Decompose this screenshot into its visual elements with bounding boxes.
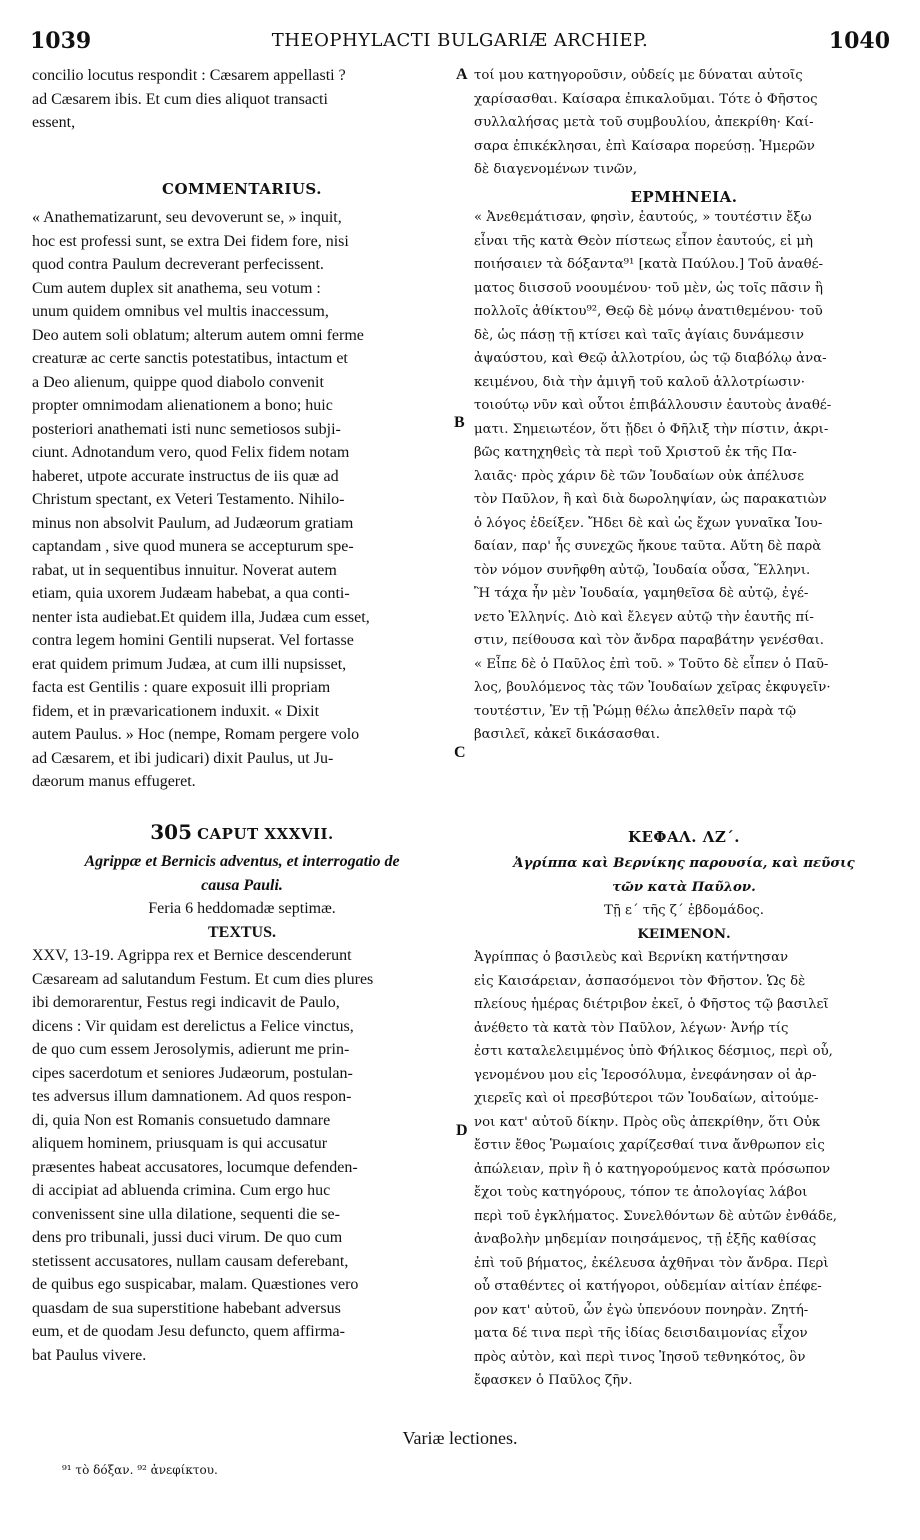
text-line: erat quidem primum Judæa, at cum illi nupsisset,: [32, 655, 347, 673]
text-line: bat Paulus vivere.: [32, 1346, 147, 1364]
hermeneia-heading: ΕΡΜΗΝΕΙΑ.: [630, 188, 738, 206]
text-line: πολλοῖς ἀθίκτου⁹², Θεῷ δὲ μόνῳ ἀνατιθεμένου· τοῦ: [474, 304, 823, 319]
text-line: περὶ τοῦ ἐγκλήματος. Συνελθόντων δὲ αὐτῶν ἐνθάδε,: [474, 1208, 837, 1224]
text-line: ποιήσαιεν τὰ δόξαντα⁹¹ [κατὰ Παύλου.] Τοῦ ἀναθέ-: [474, 257, 824, 272]
text-line: rabat, ut in sequentibus innuitur. Noverat autem: [32, 561, 337, 579]
commentary-heading: COMMENTARIUS.: [162, 180, 322, 198]
text-line: ἔχοι τοὺς κατηγόρους, τόπον τε ἀπολογίας λάβοι: [474, 1185, 808, 1200]
text-line: τῶν κατὰ Παῦλον.: [612, 879, 756, 895]
right-page-number: 1040: [828, 28, 890, 54]
text-line: etiam, quia uxorem Judæam habebat, a qua conti-: [32, 585, 350, 602]
text-line: πλείους ἡμέρας διέτριβον ἐκεῖ, ὁ Φῆστος τῷ βασιλεῖ: [474, 997, 829, 1012]
text-line: δὲ διαγενομένων τινῶν,: [474, 162, 638, 177]
text-line: νοι κατ' αὐτοῦ δίκην. Πρὸς οὓς ἀπεκρίθην, ὅτι Οὐκ: [474, 1114, 821, 1130]
chapter-title: CAPUT XXXVII.: [197, 825, 334, 843]
text-line: di, quia Non est Romanis consuetudo damnare: [32, 1111, 331, 1129]
running-title: THEOPHYLACTI BULGARIÆ ARCHIEP.: [271, 30, 649, 51]
text-line: ad Cæsarem, et ibi judicari) dixit Paulus, ut Ju-: [32, 749, 334, 767]
feria-line: Feria 6 heddomadæ septimæ.: [148, 900, 336, 917]
footnotes: ⁹¹ τὸ δόξαν. ⁹² ἀνεφίκτου.: [62, 1463, 218, 1477]
right-column-intro: [474, 64, 894, 182]
text-line: concilio locutus respondit : Cæsarem appellasti ?: [32, 67, 346, 84]
margin-letter-d: D: [456, 1122, 468, 1139]
text-line: βῶς κατηχηθεὶς τὰ περὶ τοῦ Χριστοῦ ἐκ τῆς Πα-: [474, 445, 797, 460]
right-textus: [474, 946, 894, 1393]
text-line: facta est Gentilis : quare exposuit illi propriam: [32, 679, 331, 696]
text-line: ἀπώλειαν, πρὶν ἢ ὁ κατηγορούμενος κατὰ πρόσωπον: [474, 1161, 831, 1177]
text-line: ἐπὶ τοῦ βήματος, ἐκέλευσα ἀχθῆναι τὸν ἄνδρα. Περὶ: [474, 1255, 829, 1271]
text-line: tes adversus illum damnationem. Ad quos respon-: [32, 1088, 352, 1105]
text-line: ματος διισσοῦ νοουμένου· τοῦ μὲν, ὡς τοῖς πᾶσιν ἢ: [474, 280, 823, 296]
text-line: præsentes habeat accusatores, locumque defenden-: [32, 1158, 358, 1176]
text-line: εἰς Καισάρειαν, ἀσπασόμενοι τὸν Φῆστον. Ὡς δὲ: [474, 973, 806, 989]
text-line: στιν, πείθουσα καὶ τὸν ἄνδρα παραβάτην γενέσθαι.: [474, 633, 825, 648]
chapter-heading-left: [32, 820, 452, 844]
text-line: posteriori anathemati isti nunc semetiosos subji-: [32, 420, 341, 438]
text-line: Cæsaream ad salutandum Festum. Et cum dies plures: [32, 970, 374, 988]
text-line: ματα δέ τινα περὶ τῆς ἰδίας δεισιδαιμονίας εἶχον: [474, 1326, 808, 1341]
text-line: λος, βουλόμενος τὰς τῶν Ἰουδαίων χεῖρας ἐκφυγεῖν·: [474, 680, 831, 695]
text-line: nenter ista audiebat.Et quidem illa, Judæa cum esset,: [32, 608, 370, 626]
text-line: « Εἶπε δὲ ὁ Παῦλος ἐπὶ τοῦ. » Τοῦτο δὲ εἶπεν ὁ Παῦ-: [474, 656, 829, 672]
text-line: ματι. Σημειωτέον, ὅτι ᾔδει ὁ Φῆλιξ τὴν πίστιν, ἀκρι-: [474, 421, 829, 437]
feria-line: Τῇ ε΄ τῆς ζ΄ ἑβδομάδος.: [603, 903, 765, 918]
text-line: ἔστιν ἔθος Ῥωμαίοις χαρίζεσθαί τινα ἄνθρωπον εἰς: [474, 1138, 825, 1153]
margin-letter-c: C: [454, 744, 466, 761]
text-line: dicens : Vir quidam est derelictus a Felice vinctus,: [32, 1017, 354, 1035]
chapter-subtitle-left: [32, 850, 452, 944]
text-line: ρον κατ' αὐτοῦ, ὧν ἐγὼ ὑπενόουν πονηρὰν. Ζητή-: [474, 1302, 809, 1318]
text-line: a Deo alienum, quippe quod diabolo convenit: [32, 373, 324, 391]
text-line: εἶναι τῆς κατὰ Θεὸν πίστεως εἶπον ἑαυτούς, εἰ μὴ: [474, 233, 813, 249]
text-line: cipes sacerdotum et seniores Judæorum, postulan-: [32, 1064, 353, 1082]
text-line: de quo cum essem Jerosolymis, adierunt me prin-: [32, 1041, 350, 1058]
text-line: quasdam de sua superstitione habebant adversus: [32, 1299, 341, 1317]
page-header: [30, 28, 890, 58]
margin-letter-b: B: [454, 414, 465, 431]
text-line: eum, et de quodam Jesu defuncto, quem affirma-: [32, 1323, 345, 1340]
text-line: haberet, utpote accurate instructus de iis quæ ad: [32, 467, 339, 485]
text-line: ἀναβολὴν μηδεμίαν ποιησάμενος, τῇ ἑξῆς καθίσας: [474, 1232, 817, 1247]
text-line: ἀψαύστου, καὶ Θεῷ ἀλλοτρίου, ὡς τῷ διαβόλῳ ἀνα-: [474, 351, 827, 366]
text-line: δὲ, ὡς πάσῃ τῇ κτίσει καὶ ταῖς ἁγίαις δυνάμεσιν: [474, 327, 804, 343]
chapter-subtitle-right: [474, 852, 894, 946]
text-line: di accipiat ad abluenda crimina. Cum ergo huc: [32, 1182, 331, 1199]
text-line: ἀνέθετο τὰ κατὰ τὸν Παῦλον, λέγων· Ἀνήρ τίς: [474, 1020, 789, 1036]
text-line: νετο Ἑλληνίς. Διὸ καὶ ἔλεγεν αὐτῷ τὴν ἑαυτῆς πί-: [474, 609, 814, 625]
text-line: χιερεῖς καὶ οἱ πρεσβύτεροι τῶν Ἰουδαίων, αἰτούμε-: [474, 1091, 819, 1106]
text-line: τουτέστιν, Ἐν τῇ Ῥώμῃ θέλω ἀπελθεῖν παρὰ τῷ: [474, 703, 797, 719]
text-line: χαρίσασθαι. Καίσαρα ἐπικαλοῦμαι. Τότε ὁ Φῆστος: [474, 91, 818, 107]
keimenon-heading: ΚΕΙΜΕΝΟΝ.: [637, 926, 731, 942]
text-line: ἔφασκεν ὁ Παῦλος ζῆν.: [474, 1373, 633, 1388]
text-line: γενομένου μου εἰς Ἱεροσόλυμα, ἐνεφάνησαν οἱ ἀρ-: [474, 1067, 817, 1083]
variae-lectiones-heading: Variæ lectiones.: [402, 1428, 518, 1448]
text-line: ibi demorarentur, Festus regi indicavit de Paulo,: [32, 994, 340, 1011]
text-line: de quibus ego suspicabar, malam. Quæstiones vero: [32, 1276, 359, 1293]
text-line: stetissent accusatores, nullam causam deferebant,: [32, 1252, 349, 1270]
text-line: convenissent sine ulla dilatione, sequenti die se-: [32, 1205, 340, 1223]
text-line: Cum autem duplex sit anathema, seu votum :: [32, 279, 321, 297]
left-page-number: 1039: [30, 28, 92, 54]
text-line: Ἢ τάχα ἦν μὲν Ἰουδαία, γαμηθεῖσα δὲ αὐτῷ, ἐγέ-: [474, 586, 809, 601]
text-line: « Ἀνεθεμάτισαν, φησὶν, ἑαυτούς, » τουτέστιν ἔξω: [474, 210, 812, 225]
text-line: λαιᾶς· πρὸς χάριν δὲ τῶν Ἰουδαίων οὐκ ἀπέλυσε: [474, 468, 805, 484]
text-line: Agrippæ et Bernicis adventus, et interrogatio de: [84, 853, 400, 870]
text-line: βασιλεῖ, κἀκεῖ δικάσασθαι.: [474, 727, 660, 742]
text-line: XXV, 13-19. Agrippa rex et Bernice descenderunt: [32, 947, 352, 964]
right-commentary: [474, 206, 894, 747]
text-line: captandam , sive quod munera se accepturum spe-: [32, 538, 354, 555]
text-line: ὁ λόγος ἐδείξεν. Ἤδει δὲ καὶ ὡς ἔχων γυναῖκα Ἰου-: [474, 515, 823, 531]
text-line: πρὸς αὐτὸν, καὶ περὶ τινος Ἰησοῦ τεθνηκότος, ὃν: [474, 1349, 806, 1365]
text-line: aliquem hominem, priusquam is qui accusatur: [32, 1135, 328, 1152]
left-textus: [32, 944, 452, 1367]
text-line: fidem, et in prævaricationem induxit. « Dixit: [32, 702, 320, 720]
text-line: τὸν Παῦλον, ἢ καὶ διὰ δωροληψίαν, ὡς παρακατιὼν: [474, 492, 827, 507]
text-line: essent,: [32, 114, 76, 131]
left-column-intro: [32, 64, 452, 135]
text-line: Deo autem soli oblatum; alterum autem omni ferme: [32, 326, 364, 344]
text-line: δαίαν, παρ' ἧς συνεχῶς ἤκουε ταῦτα. Αὕτη δὲ παρὰ: [474, 539, 822, 554]
text-line: Christum spectant, ex Veteri Testamento. Nihilo-: [32, 491, 345, 508]
text-line: causa Pauli.: [201, 876, 283, 894]
text-line: τοί μου κατηγοροῦσιν, οὐδείς με δύναται αὐτοῖς: [474, 68, 803, 83]
text-line: « Anathematizarunt, seu devoverunt se, » inquit,: [32, 209, 342, 226]
text-line: unum quidem omnibus vel multis inaccessum,: [32, 303, 329, 320]
text-line: κειμένου, διὰ τὴν ἀμιγῆ τοῦ καλοῦ ἀλλοτρίωσιν·: [474, 374, 805, 390]
text-line: contra legem homini Gentili nupserat. Vel fortasse: [32, 632, 354, 649]
text-line: ἐστι καταλελειμμένος ὑπὸ Φήλικος δέσμιος, περὶ οὗ,: [474, 1044, 833, 1059]
text-line: minus non absolvit Paulum, ad Judæorum gratiam: [32, 514, 354, 532]
text-line: Ἀγρίππας ὁ βασιλεὺς καὶ Βερνίκη κατήντησαν: [474, 950, 789, 965]
text-line: σαρα ἐπικέκλησαι, ἐπὶ Καίσαρα πορεύσῃ. Ἡμερῶν: [474, 138, 815, 154]
text-line: quod contra Paulum decreverant perfecissent.: [32, 256, 324, 273]
text-line: ciunt. Adnotandum vero, quod Felix fidem notam: [32, 444, 350, 461]
text-line: autem Paulus. » Hoc (nempe, Romam pergere volo: [32, 726, 360, 743]
textus-heading: TEXTUS.: [207, 923, 277, 941]
text-line: dæorum manus effugeret.: [32, 773, 196, 790]
text-line: Ἀγρίππα καὶ Βερνίκης παρουσία, καὶ πεῦσις: [513, 856, 855, 871]
text-line: dens pro tribunali, jussi duci virum. De quo cum: [32, 1229, 343, 1246]
text-line: creaturæ ac certe sanctis potestatibus, intactum et: [32, 350, 348, 367]
left-commentary: [32, 206, 452, 794]
text-line: συλλαλήσας μετὰ τοῦ συμβουλίου, ἀπεκρίθη· Καί-: [474, 115, 814, 130]
margin-letter-a: A: [456, 66, 468, 83]
text-line: propter omnimodam alienationem a bono; huic: [32, 397, 333, 414]
chapter-number: 305: [150, 820, 192, 844]
text-line: ad Cæsarem ibis. Et cum dies aliquot transacti: [32, 90, 328, 108]
text-line: hoc est professi sunt, se extra Dei fidem fore, nisi: [32, 232, 349, 250]
text-line: τοιούτῳ νῦν καὶ οὗτοι ἐπιβάλλουσιν ἑαυτοὺς ἀναθέ-: [474, 398, 832, 413]
text-line: οὗ σταθέντες οἱ κατήγοροι, οὐδεμίαν αἰτίαν ἐπέφε-: [474, 1279, 822, 1294]
text-line: τὸν νόμον συνῆφθη αὐτῷ, Ἰουδαία οὖσα, Ἕλληνι.: [474, 562, 811, 578]
kephalaion-heading: ΚΕΦΑΛ. ΛΖ΄.: [627, 828, 741, 846]
